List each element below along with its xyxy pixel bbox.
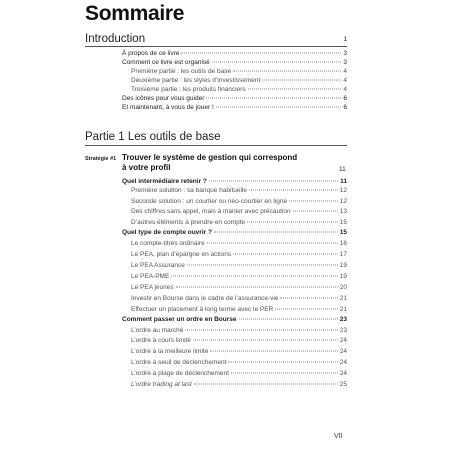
toc-entry[interactable]: L’ordre trading at last 25 [131, 381, 347, 388]
toc-entry[interactable]: Effectuer un placement à long terme avec le PER 21 [131, 306, 347, 313]
toc-entry[interactable]: Des icônes pour vous guider 6 [122, 95, 347, 102]
toc-entry[interactable]: L’ordre à seuil de déclenchement 24 [131, 359, 347, 366]
toc-entry[interactable]: Le PEA, plan d’épargne en actions 17 [131, 251, 347, 258]
part1-rule [85, 145, 347, 146]
page-title: Sommaire [85, 2, 185, 25]
toc-entry[interactable]: Seconde solution : un courtier ou néo-courtier en ligne 12 [131, 198, 347, 205]
toc-entry[interactable]: Et maintenant, à vous de jouer ! 6 [122, 104, 347, 111]
toc-entry[interactable]: Deuxième partie : les styles d’investissement 4 [131, 77, 347, 84]
toc-entry[interactable]: Le PEA jeunes 20 [131, 284, 347, 291]
part1-heading: Partie 1 Les outils de base [85, 131, 221, 143]
toc-entry[interactable]: Comment passer un ordre en Bourse 23 [122, 316, 347, 323]
toc-entry[interactable]: Le compte-titres ordinaire 16 [131, 240, 347, 247]
strategy-page: 11 [339, 166, 346, 173]
toc-entry[interactable]: Quel intermédiaire retenir ? 11 [122, 178, 347, 185]
toc-entry[interactable]: Quel type de compte ouvrir ? 15 [122, 229, 347, 236]
toc-entry[interactable]: L’ordre au marché 23 [131, 327, 347, 334]
intro-heading [85, 33, 347, 45]
intro-rule [85, 46, 347, 47]
strategy-tag: Stratégie #1 [85, 156, 117, 162]
toc-entry[interactable]: Investir en Bourse dans le cadre de l’assurance-vie 21 [131, 295, 347, 302]
toc-entry[interactable]: L’ordre à la meilleure limite 24 [131, 348, 347, 355]
toc-entry[interactable]: Première partie : les outils de base 4 [131, 68, 347, 75]
toc-entry[interactable]: Le PEA-PME 19 [131, 273, 347, 280]
toc-entry[interactable]: Comment ce livre est organisé 3 [122, 59, 347, 66]
toc-entry[interactable]: Troisième partie : les produits financiers 4 [131, 86, 347, 93]
toc-entry[interactable]: L’ordre à cours limité 24 [131, 337, 347, 344]
toc-entry[interactable]: À propos de ce livre 3 [122, 50, 347, 57]
intro-heading-label: Introduction [85, 33, 146, 45]
toc-entry[interactable]: D’autres éléments à prendre en compte 15 [131, 219, 347, 226]
toc-entry[interactable]: L’ordre à plage de déclenchement 24 [131, 370, 347, 377]
page-number: VII [334, 433, 343, 440]
strategy-title[interactable]: Trouver le système de gestion qui correspond à votre profil [122, 153, 298, 172]
toc-entry[interactable]: Le PEA Assurance 19 [131, 262, 347, 269]
toc-entry[interactable]: Première solution : sa banque habituelle 12 [131, 187, 347, 194]
intro-heading-page: 1 [343, 36, 347, 43]
toc-entry[interactable]: Des chiffres sans appel, mais à manier avec précaution 13 [131, 208, 347, 215]
